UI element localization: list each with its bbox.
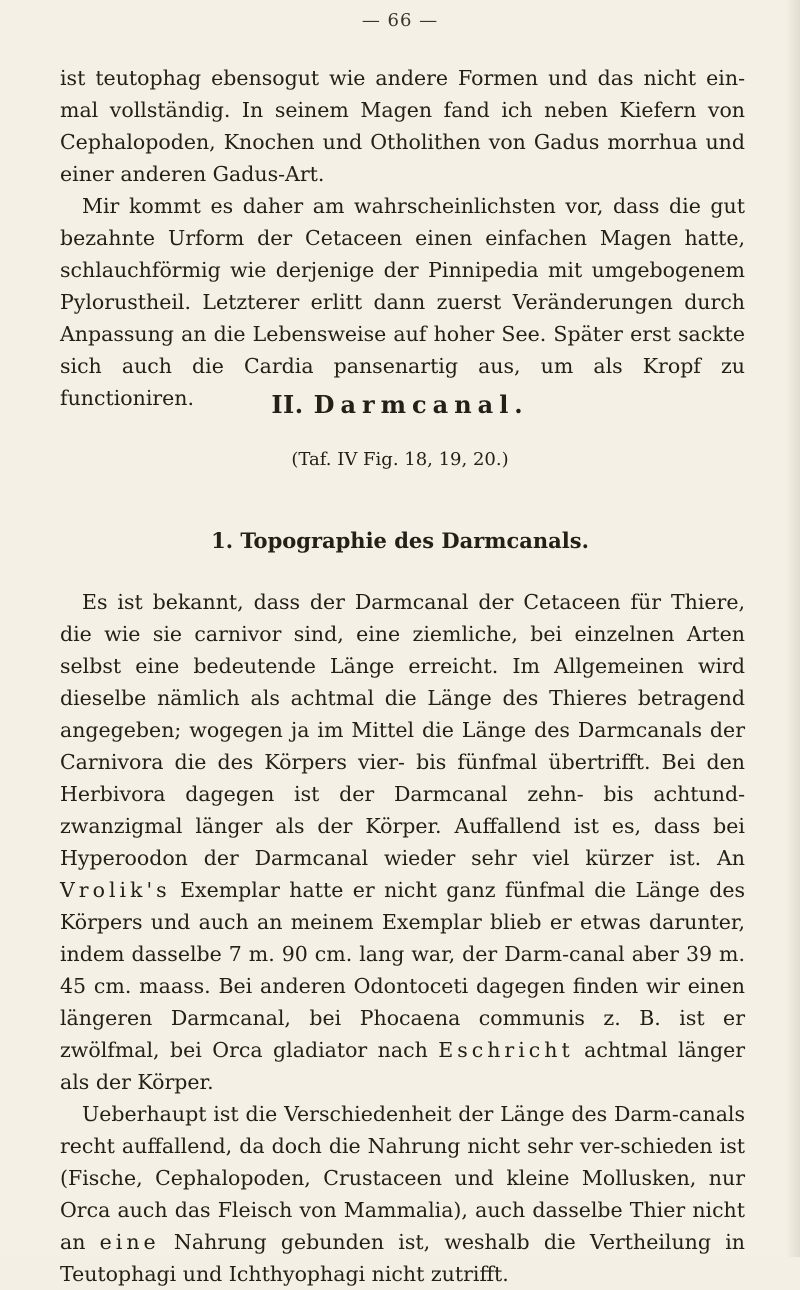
text-run: Exemplar hatte er nicht ganz fünfmal die Länge des Körpers und auch an meinem Exemplar blieb er etwas darunter, indem dasselbe 7 m. 90 cm. lang war, der Darm-canal aber 39 m. 45 cm. maass. Bei anderen Odontoceti dagegen finden wir einen längeren Darmcanal, bei Phocaena communis z. B. ist er zwölfmal, bei Orca gladiator nach — [60, 878, 745, 1062]
emphasized-word: eine — [99, 1230, 160, 1254]
paragraph-length-variation — [60, 1098, 745, 1290]
author-name-eschricht: Eschricht — [438, 1038, 574, 1062]
paragraph-intestine-length — [60, 586, 745, 1098]
section-title: Darmcanal. — [313, 390, 529, 419]
top-text-block — [60, 62, 745, 414]
paragraph-stomach-contents: ist teutophag ebensogut wie andere Formen und das nicht ein-mal vollständig. In seinem Magen fand ich neben Kiefern von Cephalopoden, Knochen und Otholithen von Gadus morrhua und einer anderen Gadus-Art. — [60, 66, 745, 186]
section-heading — [0, 390, 800, 419]
page-number: — 66 — — [361, 10, 439, 31]
plate-reference: (Taf. IV Fig. 18, 19, 20.) — [291, 449, 509, 470]
section-numeral: II. — [271, 390, 304, 419]
bottom-text-block — [60, 586, 745, 1290]
paragraph-original-stomach-form: Mir kommt es daher am wahrscheinlichsten vor, dass die gut bezahnte Urform der Cetaceen einen einfachen Magen hatte, schlauchförmig wie derjenige der Pinnipedia mit umgebogenem Pylorustheil. Letzterer erlitt dann zuerst Veränderungen durch Anpassung an die Lebensweise auf hoher See. Später erst sackte sich auch die Cardia pansenartig aus, um als Kropf zu functioniren. — [60, 194, 745, 410]
text-run: Es ist bekannt, dass der Darmcanal der Cetaceen für Thiere, die wie sie carnivor sind, eine ziemliche, bei einzelnen Arten selbst eine bedeutende Länge erreicht. Im Allgemeinen wird dieselbe nämlich als achtmal die Länge des Thieres betragend angegeben; wogegen ja im Mittel die Länge des Darmcanals der Carnivora die des Körpers vier- bis fünfmal übertrifft. Bei den Herbivora dagegen ist der Darmcanal zehn- bis achtund-zwanzigmal länger als der Körper. Auffallend ist es, dass bei Hyperoodon der Darmcanal wieder sehr viel kürzer ist. An — [60, 590, 745, 870]
text-run: achtmal länger als der Körper. — [60, 1038, 746, 1094]
page-edge-shadow — [786, 0, 800, 1257]
text-run: Nahrung gebunden ist, weshalb die Vertheilung in Teutophagi und Ichthyophagi nicht zutrifft. — [60, 1230, 745, 1286]
text-run: Ueberhaupt ist die Verschiedenheit der Länge des Darm-canals recht auffallend, da doch die Nahrung nicht sehr ver-schieden ist (Fische, Cephalopoden, Crustaceen und kleine Mollusken, nur Orca auch das Fleisch von Mammalia), auch dasselbe Thier nicht an — [60, 1102, 745, 1254]
subsection-title: 1. Topographie des Darmcanals. — [211, 528, 589, 553]
author-name-vrolik: Vrolik's — [60, 878, 171, 902]
